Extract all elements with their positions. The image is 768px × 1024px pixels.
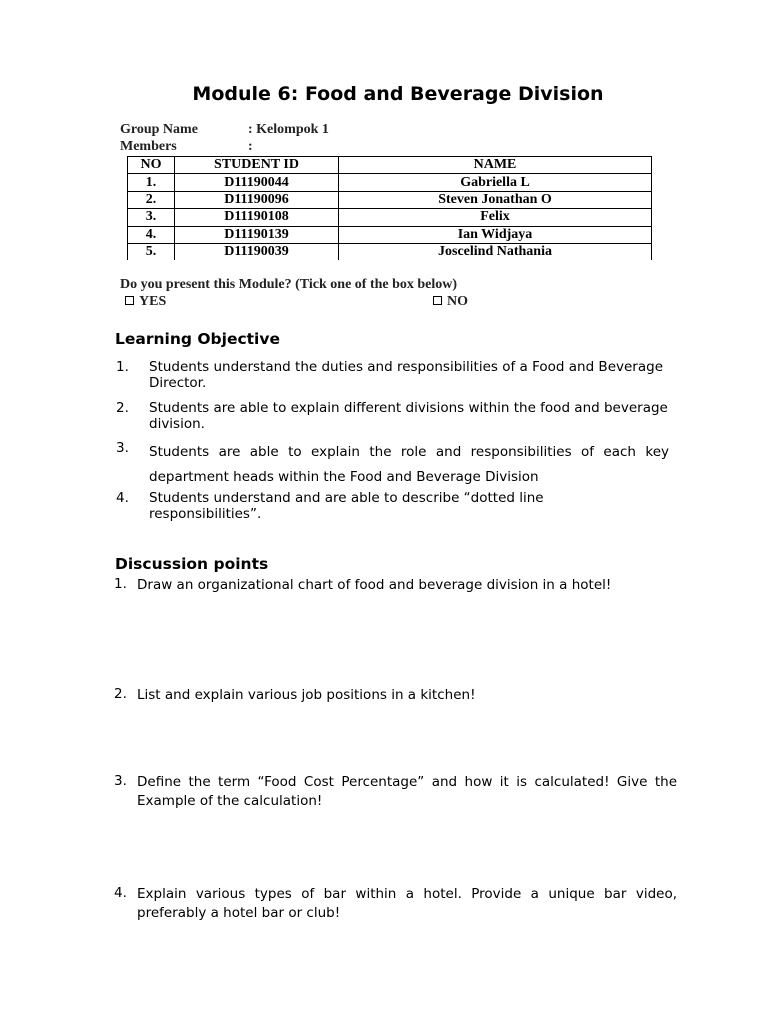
student-id: D11190096 [175,191,339,208]
learning-objective-heading: Learning Objective [115,330,280,348]
student-name: Gabriella L [339,174,652,191]
table-row [128,191,652,208]
no-option[interactable] [433,294,468,310]
table-row [128,226,652,243]
group-name-value: : Kelompok 1 [248,122,329,137]
objective-number: 4. [116,490,129,506]
discussion-text: Explain various types of bar within a hotel. Provide a unique bar video, preferably a hotel bar or club! [137,886,677,921]
discussion-number: 3. [114,773,127,789]
objective-number: 1. [116,359,129,375]
header-name: NAME [339,157,652,174]
table-row [128,243,652,260]
group-name-label: Group Name [120,122,198,137]
discussion-text: List and explain various job positions in a kitchen! [137,687,476,703]
student-name: Joscelind Nathania [339,243,652,260]
members-value: : [248,139,253,154]
objective-text: Students understand and are able to describe “dotted line responsibilities”. [149,490,544,522]
discussion-text: Draw an organizational chart of food and beverage division in a hotel! [137,577,612,593]
presentation-question: Do you present this Module? (Tick one of the box below) [120,277,458,292]
no-checkbox[interactable] [433,296,442,305]
row-number: 5. [128,243,175,260]
table-row [128,174,652,191]
objective-number: 3. [116,440,129,456]
row-number: 1. [128,174,175,191]
student-id: D11190139 [175,226,339,243]
no-label: NO [447,294,468,309]
row-number: 3. [128,209,175,226]
row-number: 2. [128,191,175,208]
discussion-points-heading: Discussion points [115,555,269,573]
header-no: NO [128,157,175,174]
yes-label: YES [139,294,167,309]
discussion-number: 1. [114,576,127,592]
objective-number: 2. [116,400,129,416]
row-number: 4. [128,226,175,243]
members-table [127,156,652,260]
yes-checkbox[interactable] [125,296,134,305]
table-header-row [128,157,652,174]
student-name: Felix [339,209,652,226]
objective-text: Students are able to explain different divisions within the food and beverage division. [149,400,668,432]
student-id: D11190039 [175,243,339,260]
header-student-id: STUDENT ID [175,157,339,174]
page-title: Module 6: Food and Beverage Division [192,83,604,105]
table-row [128,209,652,226]
discussion-number: 4. [114,885,127,901]
discussion-text: Define the term “Food Cost Percentage” and how it is calculated! Give the Example of the calculation! [137,774,677,809]
members-label: Members [120,139,177,154]
discussion-number: 2. [114,686,127,702]
objective-text: Students are able to explain the role and responsibilities of each key department heads within the Food and Beverage Division [149,444,669,485]
yes-option[interactable] [125,294,166,310]
student-id: D11190108 [175,209,339,226]
student-name: Ian Widjaya [339,226,652,243]
objective-text: Students understand the duties and responsibilities of a Food and Beverage Director. [149,359,663,391]
student-name: Steven Jonathan O [339,191,652,208]
student-id: D11190044 [175,174,339,191]
